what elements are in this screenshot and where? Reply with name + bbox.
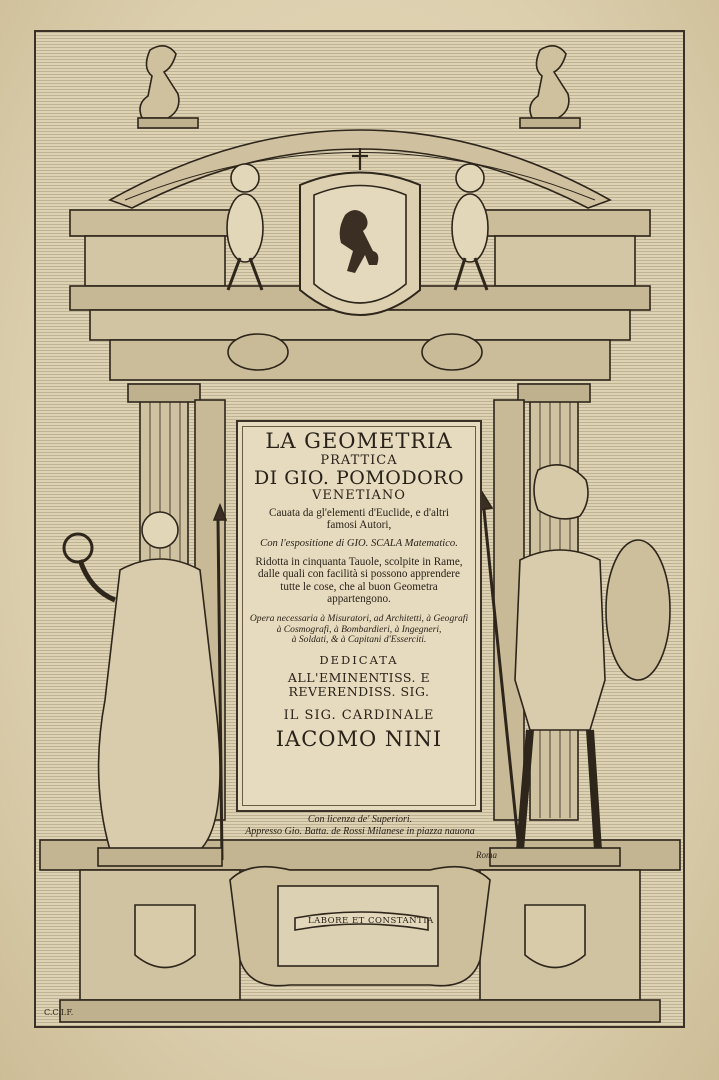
license-line: Con licenza de' Superiori. bbox=[307, 814, 413, 825]
reduction-line-2: dalle quali con facilità si possono apprendere bbox=[258, 568, 460, 581]
pedestal-shield-left bbox=[135, 905, 195, 968]
book-title: LA GEOMETRIA bbox=[265, 429, 453, 453]
motto-text: LABORE ET CONSTANTIA bbox=[308, 916, 434, 926]
entablature-right bbox=[480, 210, 650, 236]
imprint-city: Roma bbox=[476, 850, 497, 860]
reduction-line-4: appartengono. bbox=[327, 593, 391, 606]
dedicatee-name: IACOMO NINI bbox=[275, 726, 443, 751]
dedication-line-1: ALL'EMINENTISS. E REVERENDISS. SIG. bbox=[287, 670, 431, 700]
minerva-figure-icon bbox=[142, 512, 178, 548]
author-origin: VENETIANO bbox=[312, 488, 406, 504]
warrior-figure-icon bbox=[534, 465, 588, 519]
dedication-label: DEDICATA bbox=[319, 653, 399, 668]
cherub-left-head bbox=[231, 164, 259, 192]
dedication-line-2: IL SIG. CARDINALE bbox=[283, 708, 435, 724]
engraver-signature: C.C.I.F. bbox=[44, 1008, 74, 1017]
book-title-subtitle: PRATTICA bbox=[320, 452, 398, 468]
title-tablet bbox=[236, 420, 482, 812]
reduction-line-3: tutte le cose, che al buon Geometra bbox=[280, 580, 438, 593]
publisher-line: Appresso Gio. Batta. de Rossi Milanese in piazza nauona bbox=[245, 825, 475, 837]
audience-line-3: à Soldati, & à Capitani d'Esserciti. bbox=[291, 634, 427, 646]
lion-statue-icon bbox=[140, 46, 179, 118]
audience-line-1: Opera necessaria à Misuratori, ad Architetti, à Geografi bbox=[249, 613, 469, 625]
reduction-line-1: Ridotta in cinquanta Tauole, scolpite in Rame, bbox=[255, 555, 463, 568]
derivation-line: Cauata da gl'elementi d'Euclide, e d'altri bbox=[268, 506, 449, 519]
exposition-line: Con l'espositione di GIO. SCALA Matematico. bbox=[260, 537, 458, 549]
author-name: DI GIO. POMODORO bbox=[253, 467, 465, 490]
entablature-left bbox=[70, 210, 240, 236]
audience-line-2: à Cosmografi, à Bombardieri, à Ingegneri, bbox=[276, 623, 442, 635]
lion-statue-icon-right bbox=[530, 46, 569, 118]
warrior-shield bbox=[606, 540, 670, 680]
imprint bbox=[200, 814, 520, 837]
cherub-right-head bbox=[456, 164, 484, 192]
pedestal-shield-right bbox=[525, 905, 585, 968]
derivation-line-2: famosi Autori, bbox=[326, 519, 392, 532]
